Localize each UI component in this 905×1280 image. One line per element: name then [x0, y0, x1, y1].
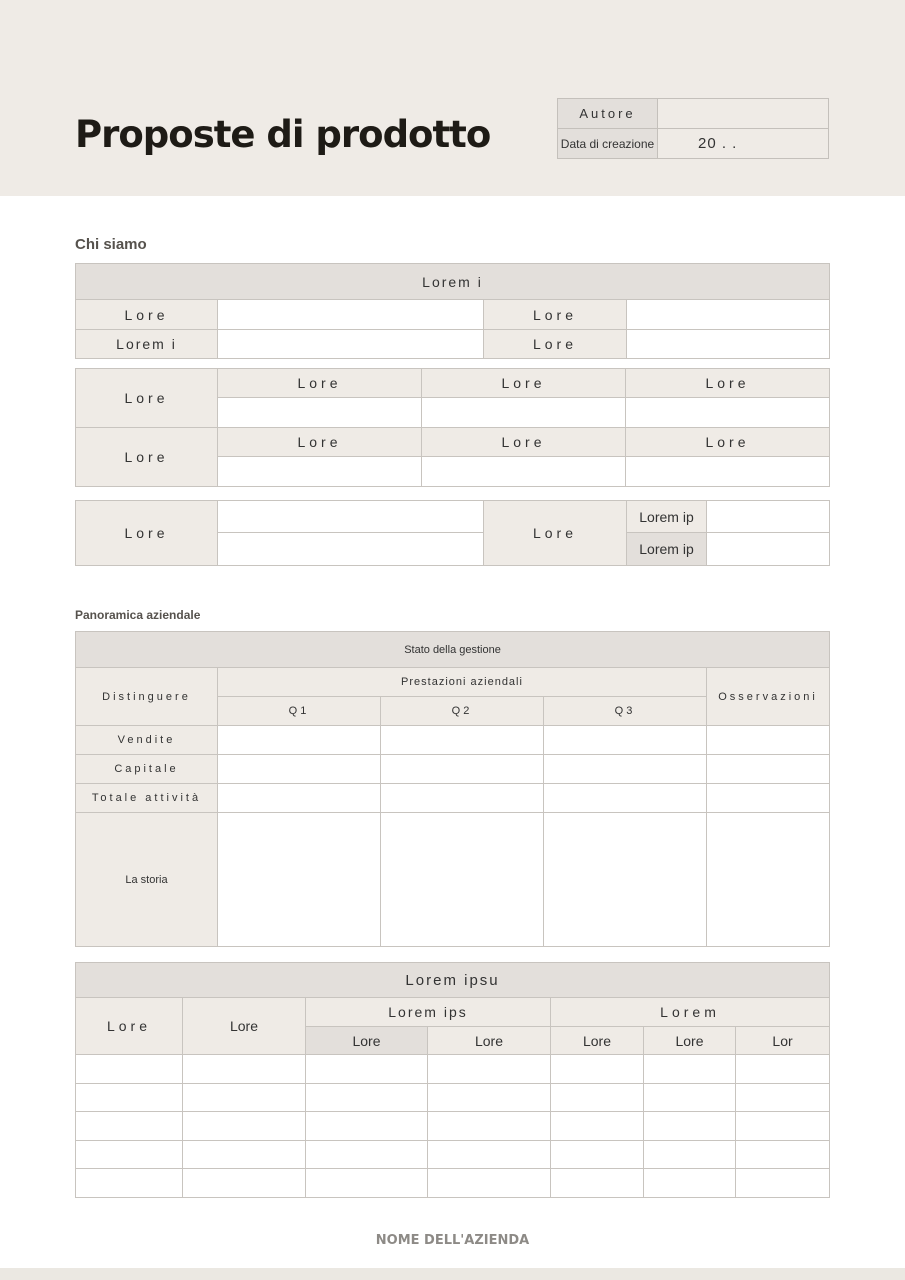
lorem-col2-header: Lore	[183, 998, 306, 1055]
table2-group1-col3: Lore	[626, 369, 830, 398]
table3-sub-label-1: Lorem ip	[627, 501, 707, 533]
cell-vendite-q1[interactable]	[218, 726, 381, 755]
table-cell[interactable]	[736, 1112, 830, 1141]
table2-group2-field1[interactable]	[218, 457, 422, 487]
cell-storia-q3[interactable]	[544, 813, 707, 947]
table-cell[interactable]	[644, 1083, 736, 1112]
table2-group1-col2: Lore	[422, 369, 626, 398]
table2-group2-field3[interactable]	[626, 457, 830, 487]
table2-group1-field3[interactable]	[626, 398, 830, 428]
cell-capitale-q1[interactable]	[218, 755, 381, 784]
table-cell[interactable]	[736, 1169, 830, 1198]
company-name: NOME DELL'AZIENDA	[375, 1233, 530, 1248]
table2-group1-field1[interactable]	[218, 398, 422, 428]
lorem-group1-header: Lorem ips	[306, 998, 551, 1027]
table-cell[interactable]	[183, 1083, 306, 1112]
cell-totale-q2[interactable]	[381, 784, 544, 813]
page-title: Proposte di prodotto	[75, 113, 491, 156]
table2-group1-field2[interactable]	[422, 398, 626, 428]
table-cell[interactable]	[736, 1140, 830, 1169]
cell-capitale-q3[interactable]	[544, 755, 707, 784]
table-row	[76, 1112, 830, 1141]
table-cell[interactable]	[644, 1055, 736, 1084]
lorem-group2-col3: Lor	[736, 1027, 830, 1055]
author-field[interactable]	[658, 99, 829, 129]
cell-totale-q1[interactable]	[218, 784, 381, 813]
chi-siamo-table-1	[75, 263, 830, 359]
table1-title: Lorem i	[76, 264, 830, 300]
table-cell[interactable]	[306, 1169, 428, 1198]
cell-capitale-q2[interactable]	[381, 755, 544, 784]
lorem-group2-col2: Lore	[644, 1027, 736, 1055]
table-cell[interactable]	[76, 1055, 183, 1084]
table-cell[interactable]	[736, 1055, 830, 1084]
table-cell[interactable]	[183, 1112, 306, 1141]
table-cell[interactable]	[306, 1140, 428, 1169]
row-label-capitale: Capitale	[76, 755, 218, 784]
table-cell[interactable]	[551, 1112, 644, 1141]
table-cell[interactable]	[736, 1083, 830, 1112]
author-label: Autore	[558, 99, 658, 129]
cell-capitale-notes[interactable]	[707, 755, 830, 784]
table-cell[interactable]	[551, 1140, 644, 1169]
table-row	[76, 1169, 830, 1198]
table-cell[interactable]	[428, 1169, 551, 1198]
table-cell[interactable]	[76, 1169, 183, 1198]
section-title-panoramica: Panoramica aziendale	[75, 608, 201, 622]
table-cell[interactable]	[551, 1169, 644, 1198]
table1-row1-right-label: Lore	[484, 300, 627, 330]
table-cell[interactable]	[428, 1083, 551, 1112]
table3-sub-label-2: Lorem ip	[627, 533, 707, 566]
header-q3: Q3	[544, 697, 707, 726]
lorem-table-title: Lorem ipsu	[76, 963, 830, 998]
lorem-group1-col1: Lore	[306, 1027, 428, 1055]
table-cell[interactable]	[644, 1169, 736, 1198]
management-table	[75, 631, 830, 947]
table1-row2-left-field[interactable]	[218, 330, 484, 359]
table3-left-field2[interactable]	[218, 533, 484, 566]
table1-row1-left-field[interactable]	[218, 300, 484, 330]
chi-siamo-table-3	[75, 500, 830, 566]
table-row	[76, 1140, 830, 1169]
section-title-chi-siamo: Chi siamo	[75, 236, 147, 253]
lorem-group2-header: Lorem	[551, 998, 830, 1027]
row-label-totale: Totale attività	[76, 784, 218, 813]
table-cell[interactable]	[183, 1055, 306, 1084]
table2-group2-col3: Lore	[626, 428, 830, 457]
table3-sub-field-1[interactable]	[707, 501, 830, 533]
table1-row2-right-label: Lore	[484, 330, 627, 359]
table-cell[interactable]	[644, 1140, 736, 1169]
table3-left-label: Lore	[76, 501, 218, 566]
table2-group2-field2[interactable]	[422, 457, 626, 487]
table3-sub-field-2[interactable]	[707, 533, 830, 566]
table-row	[76, 1055, 830, 1084]
table2-group2-label: Lore	[76, 428, 218, 487]
header-notes: Osservazioni	[707, 668, 830, 726]
table-cell[interactable]	[183, 1140, 306, 1169]
table-row	[76, 1083, 830, 1112]
table3-left-field1[interactable]	[218, 501, 484, 533]
table2-group1-label: Lore	[76, 369, 218, 428]
table3-middle-label: Lore	[484, 501, 627, 566]
lorem-col1-header: Lore	[76, 998, 183, 1055]
table1-row2-left-label: Lorem i	[76, 330, 218, 359]
meta-table	[557, 98, 829, 159]
table1-row2-right-field[interactable]	[627, 330, 830, 359]
table-cell[interactable]	[76, 1140, 183, 1169]
table-cell[interactable]	[183, 1169, 306, 1198]
cell-vendite-q3[interactable]	[544, 726, 707, 755]
table2-group2-col2: Lore	[422, 428, 626, 457]
management-title: Stato della gestione	[76, 632, 830, 668]
table-cell[interactable]	[644, 1112, 736, 1141]
lorem-ipsu-table	[75, 962, 830, 1198]
table-cell[interactable]	[428, 1140, 551, 1169]
table2-group2-col1: Lore	[218, 428, 422, 457]
header-q1: Q1	[218, 697, 381, 726]
table-cell[interactable]	[306, 1055, 428, 1084]
cell-storia-notes[interactable]	[707, 813, 830, 947]
chi-siamo-table-2	[75, 368, 830, 487]
lorem-group2-col1: Lore	[551, 1027, 644, 1055]
table-cell[interactable]	[551, 1055, 644, 1084]
cell-storia-q2[interactable]	[381, 813, 544, 947]
table-cell[interactable]	[428, 1112, 551, 1141]
cell-totale-q3[interactable]	[544, 784, 707, 813]
row-label-storia: La storia	[76, 813, 218, 947]
cell-vendite-q2[interactable]	[381, 726, 544, 755]
cell-totale-notes[interactable]	[707, 784, 830, 813]
table-cell[interactable]	[306, 1083, 428, 1112]
date-label: Data di creazione	[558, 129, 658, 159]
lorem-table-body	[76, 1055, 830, 1198]
row-label-vendite: Vendite	[76, 726, 218, 755]
table-cell[interactable]	[551, 1083, 644, 1112]
table1-row1-left-label: Lore	[76, 300, 218, 330]
date-field[interactable]: 20 . .	[658, 129, 829, 159]
table-cell[interactable]	[76, 1112, 183, 1141]
lorem-group1-col2: Lore	[428, 1027, 551, 1055]
table-cell[interactable]	[306, 1112, 428, 1141]
table2-group1-col1: Lore	[218, 369, 422, 398]
table-cell[interactable]	[428, 1055, 551, 1084]
cell-vendite-notes[interactable]	[707, 726, 830, 755]
table1-row1-right-field[interactable]	[627, 300, 830, 330]
header-performance: Prestazioni aziendali	[218, 668, 707, 697]
cell-storia-q1[interactable]	[218, 813, 381, 947]
header-q2: Q2	[381, 697, 544, 726]
bottom-band	[0, 1268, 905, 1280]
header-distinguish: Distinguere	[76, 668, 218, 726]
table-cell[interactable]	[76, 1083, 183, 1112]
